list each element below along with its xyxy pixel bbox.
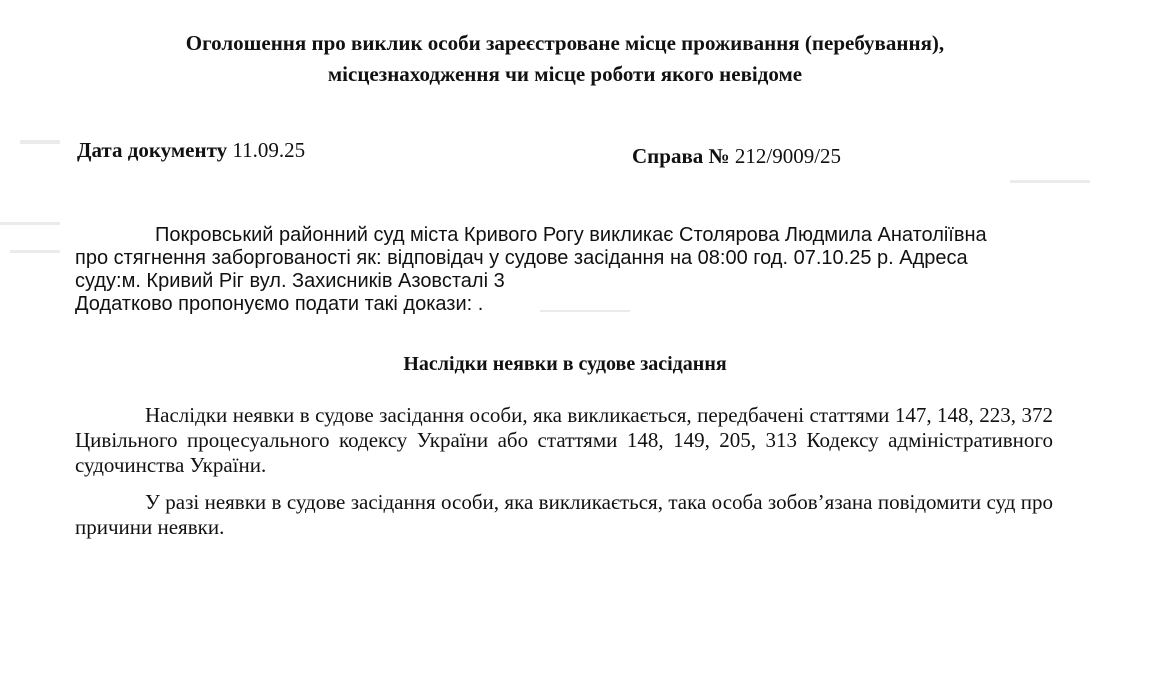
summons-line-2: про стягнення заборгованості як: відповідач у судове засідання на 08:00 год. 07.10.25 р. Адреса — [75, 247, 968, 269]
summons-line-4: Додатково пропонуємо подати такі докази: . — [75, 293, 484, 315]
scan-noise — [1010, 180, 1090, 183]
document-date-label: Дата документу — [77, 138, 228, 162]
consequences-paragraph: Наслідки неявки в судове засідання особи, яка викликається, передбачені статтями 147, 148, 223, 372 Цивільного процесуального кодексу України або статтями 148, 149, 205, 313 Кодексу адміністративного судочинства України. — [75, 403, 1053, 477]
scan-noise — [20, 140, 60, 144]
document-date — [77, 137, 305, 163]
document-title-line-2: місцезнаходження чи місце роботи якого невідоме — [327, 62, 803, 86]
summons-line-1: Покровський районний суд міста Кривого Рогу викликає Столярова Людмила Анатоліївна — [155, 224, 987, 246]
document-date-value: 11.09.25 — [232, 138, 306, 162]
obligation-paragraph: У разі неявки в судове засідання особи, яка викликається, така особа зобов’язана повідомити суд про причини неявки. — [75, 490, 1053, 539]
case-number — [632, 143, 841, 169]
scan-noise — [0, 222, 60, 225]
case-number-value: 212/9009/25 — [734, 144, 842, 168]
scan-noise — [540, 310, 630, 312]
document-title-line-1: Оголошення про виклик особи зареєстроване місце проживання (перебування), — [185, 31, 945, 55]
summons-line-3: суду:м. Кривий Ріг вул. Захисників Азовсталі 3 — [75, 270, 505, 292]
scan-noise — [10, 250, 60, 253]
summons-paragraph — [75, 224, 1053, 316]
section-title: Наслідки неявки в судове засідання — [403, 353, 727, 375]
case-number-label: Справа № — [632, 144, 730, 168]
